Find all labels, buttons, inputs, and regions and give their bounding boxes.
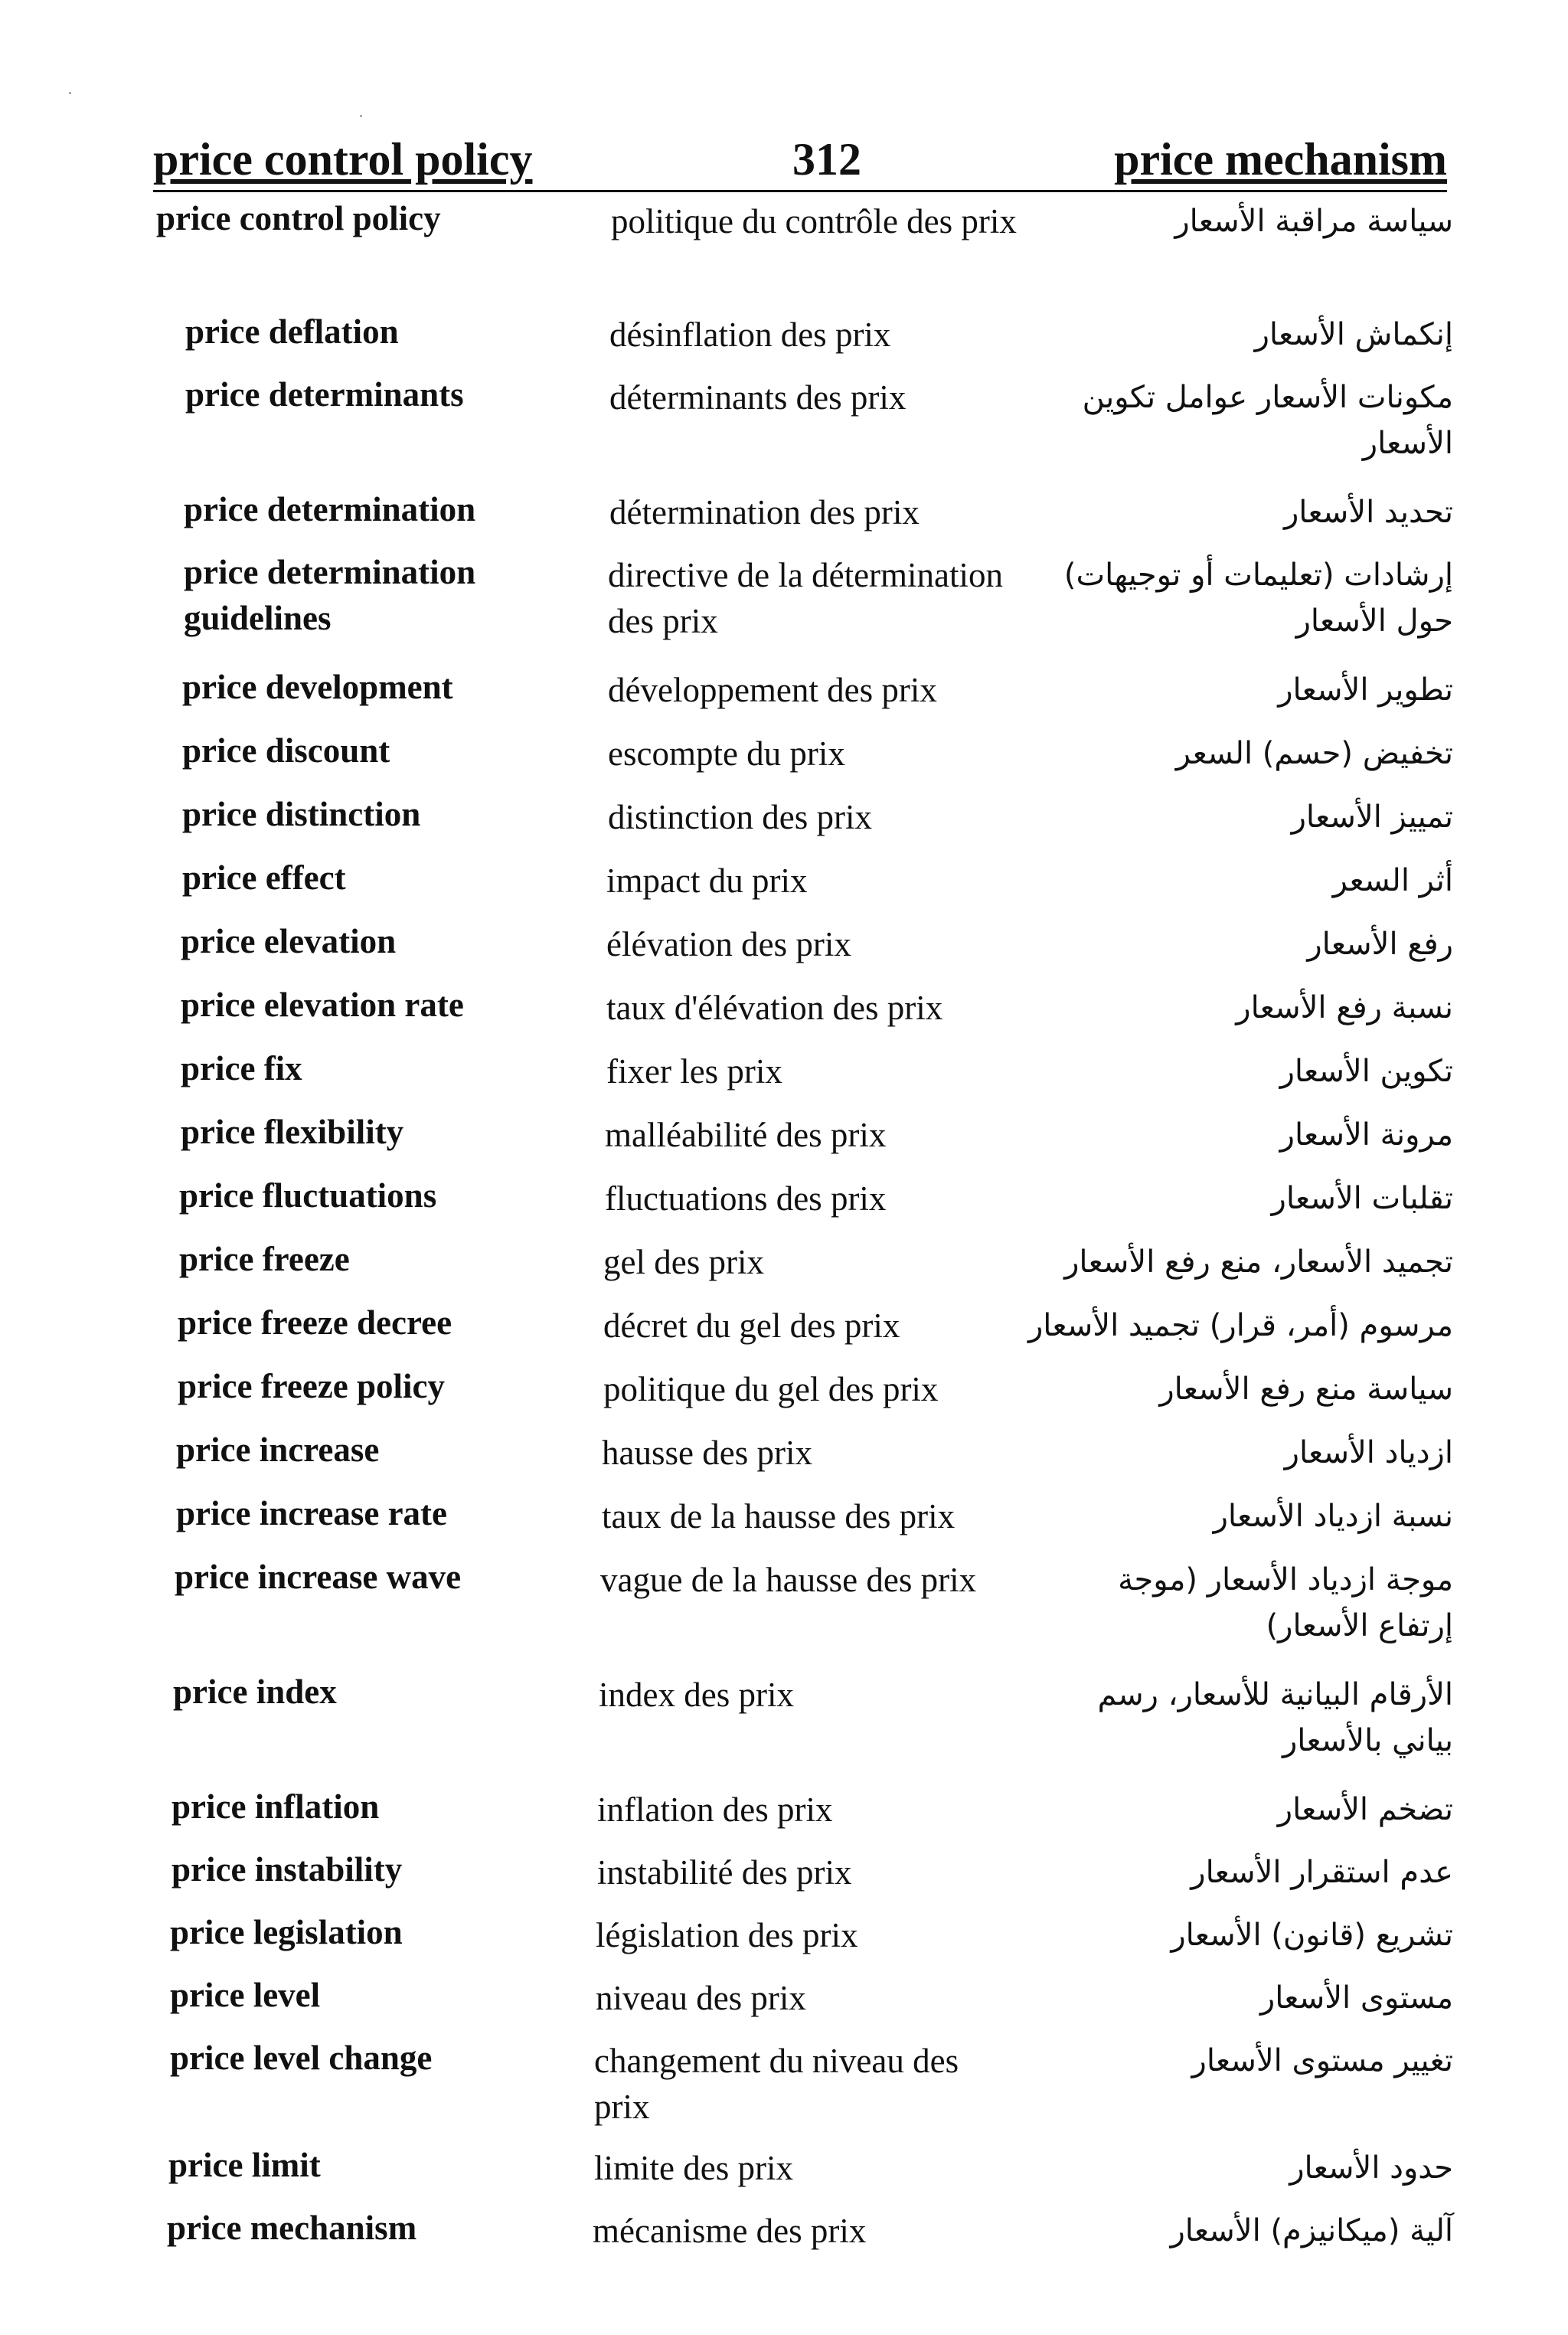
english-term: price determination (184, 490, 476, 528)
arabic-translation: سياسة منع رفع الأسعار (1159, 1372, 1453, 1407)
french-translation: taux d'élévation des prix (606, 989, 943, 1027)
french-translation: inflation des prix (597, 1790, 833, 1829)
dictionary-entry (0, 855, 1568, 918)
english-term: price increase rate (176, 1494, 448, 1532)
arabic-translation: الأرقام البيانية للأسعار، رسم بياني بالأسعار (1097, 1677, 1453, 1758)
english-term: price effect (182, 858, 346, 897)
english-term: price increase (176, 1431, 380, 1469)
dictionary-entry (0, 195, 1568, 309)
french-translation: législation des prix (596, 1916, 858, 1954)
dictionary-entry (0, 728, 1568, 791)
dictionary-entry (0, 1554, 1568, 1669)
arabic-translation: عدم استقرار الأسعار (1191, 1855, 1453, 1890)
dictionary-entry (0, 1427, 1568, 1490)
french-translation: instabilité des prix (597, 1853, 852, 1892)
dictionary-entry (0, 309, 1568, 371)
english-term: price flexibility (181, 1113, 404, 1151)
french-translation: escompte du prix (608, 734, 845, 773)
dictionary-entry (0, 982, 1568, 1045)
arabic-translation: تمييز الأسعار (1291, 800, 1453, 835)
dictionary-entry (0, 1972, 1568, 2035)
arabic-translation: تجميد الأسعار، منع رفع الأسعار (1064, 1244, 1453, 1280)
header-first-term: price control policy (153, 134, 533, 185)
scan-speck (69, 92, 71, 94)
arabic-translation: تطوير الأسعار (1278, 672, 1453, 708)
dictionary-entry (0, 1236, 1568, 1300)
arabic-translation: حدود الأسعار (1289, 2150, 1453, 2186)
french-translation: développement des prix (608, 671, 937, 709)
arabic-translation: ازدياد الأسعار (1284, 1435, 1453, 1470)
dictionary-entry (0, 2035, 1568, 2142)
arabic-translation: نسبة رفع الأسعار (1236, 990, 1453, 1025)
english-term: price freeze (179, 1240, 350, 1278)
dictionary-entry (0, 1172, 1568, 1236)
arabic-translation: مرونة الأسعار (1279, 1117, 1453, 1153)
english-term: price inflation (172, 1787, 380, 1826)
english-term: price fluctuations (179, 1176, 437, 1215)
arabic-translation: تكوين الأسعار (1279, 1054, 1453, 1089)
french-translation: gel des prix (603, 1243, 764, 1281)
french-translation: changement du niveau des prix (594, 2042, 959, 2126)
english-term: price development (182, 668, 453, 706)
english-term: price instability (172, 1850, 403, 1889)
dictionary-entry (0, 1363, 1568, 1427)
french-translation: niveau des prix (596, 1979, 806, 2017)
arabic-translation: سياسة مراقبة الأسعار (1174, 204, 1453, 239)
arabic-translation: تشريع (قانون) الأسعار (1171, 1918, 1453, 1953)
english-term: price elevation rate (181, 986, 464, 1024)
page-header (153, 130, 1447, 192)
scan-speck (360, 115, 362, 117)
arabic-translation: إرشادات (تعليمات أو توجيهات) حول الأسعار (1063, 558, 1453, 639)
french-translation: directive de la détermination des prix (608, 556, 1004, 640)
dictionary-entry (0, 371, 1568, 486)
english-term: price legislation (170, 1913, 403, 1951)
english-term: price freeze policy (178, 1367, 445, 1405)
english-term: price control policy (156, 199, 441, 237)
dictionary-entry (0, 2142, 1568, 2205)
french-translation: fixer les prix (606, 1052, 782, 1091)
english-term: price distinction (182, 795, 421, 833)
french-translation: désinflation des prix (609, 316, 891, 354)
dictionary-entry (0, 1846, 1568, 1909)
arabic-translation: أثر السعر (1332, 863, 1453, 898)
english-term: price discount (182, 731, 390, 770)
french-translation: mécanisme des prix (593, 2212, 867, 2250)
french-translation: vague de la hausse des prix (600, 1561, 977, 1599)
french-translation: déterminants des prix (609, 378, 906, 417)
english-term: price index (173, 1673, 337, 1711)
dictionary-entry (0, 1784, 1568, 1846)
page-number: 312 (792, 134, 861, 185)
english-term: price increase wave (175, 1558, 462, 1596)
english-term: price deflation (185, 312, 399, 351)
english-term: price level change (170, 2039, 433, 2077)
dictionary-entry (0, 2205, 1568, 2268)
header-last-term: price mechanism (1114, 134, 1447, 185)
dictionary-entry (0, 664, 1568, 728)
french-translation: politique du contrôle des prix (611, 202, 1017, 240)
french-translation: hausse des prix (602, 1434, 812, 1472)
french-translation: impact du prix (606, 862, 808, 900)
english-term: price level (170, 1976, 321, 2014)
french-translation: fluctuations des prix (605, 1179, 887, 1218)
arabic-translation: رفع الأسعار (1307, 927, 1453, 962)
arabic-translation: مكونات الأسعار عوامل تكوين الأسعار (1082, 380, 1453, 461)
dictionary-entry (0, 1300, 1568, 1363)
dictionary-entry (0, 549, 1568, 664)
english-term-line: guidelines (184, 599, 332, 637)
english-term: price mechanism (167, 2209, 417, 2247)
dictionary-entry (0, 1490, 1568, 1554)
arabic-translation: مرسوم (أمر، قرار) تجميد الأسعار (1027, 1308, 1453, 1343)
english-term: price freeze decree (178, 1303, 452, 1342)
french-translation: index des prix (599, 1676, 794, 1714)
dictionary-entry (0, 791, 1568, 855)
dictionary-entry (0, 918, 1568, 982)
dictionary-entry (0, 1109, 1568, 1172)
dictionary-entry (0, 486, 1568, 549)
french-translation: taux de la hausse des prix (602, 1497, 956, 1535)
dictionary-entries (0, 195, 1568, 2268)
english-term: price determinants (185, 375, 464, 414)
french-translation: décret du gel des prix (603, 1306, 900, 1345)
french-translation: détermination des prix (609, 493, 920, 531)
arabic-translation: نسبة ازدياد الأسعار (1213, 1499, 1453, 1534)
english-term: price fix (181, 1049, 302, 1087)
dictionary-entry (0, 1669, 1568, 1784)
english-term-line: price determination (184, 553, 476, 591)
arabic-translation: تخفيض (حسم) السعر (1175, 736, 1453, 771)
arabic-translation: تقلبات الأسعار (1271, 1181, 1453, 1216)
arabic-translation: إنكماش الأسعار (1254, 317, 1453, 352)
arabic-translation: تحديد الأسعار (1283, 495, 1453, 530)
dictionary-entry (0, 1909, 1568, 1972)
dictionary-entry (0, 1045, 1568, 1109)
arabic-translation: موجة ازدياد الأسعار (موجة إرتفاع الأسعار) (1118, 1562, 1453, 1643)
french-translation: politique du gel des prix (603, 1370, 939, 1408)
arabic-translation: آلية (ميكانيزم) الأسعار (1170, 2213, 1453, 2248)
arabic-translation: تغيير مستوى الأسعار (1191, 2043, 1453, 2078)
arabic-translation: مستوى الأسعار (1259, 1980, 1453, 2016)
english-term (184, 549, 475, 641)
arabic-translation: تضخم الأسعار (1277, 1792, 1453, 1827)
english-term: price elevation (181, 922, 397, 960)
french-translation: élévation des prix (606, 925, 851, 963)
french-translation: distinction des prix (608, 798, 872, 836)
english-term: price limit (168, 2146, 321, 2184)
french-translation: malléabilité des prix (605, 1116, 887, 1154)
french-translation: limite des prix (594, 2149, 793, 2187)
